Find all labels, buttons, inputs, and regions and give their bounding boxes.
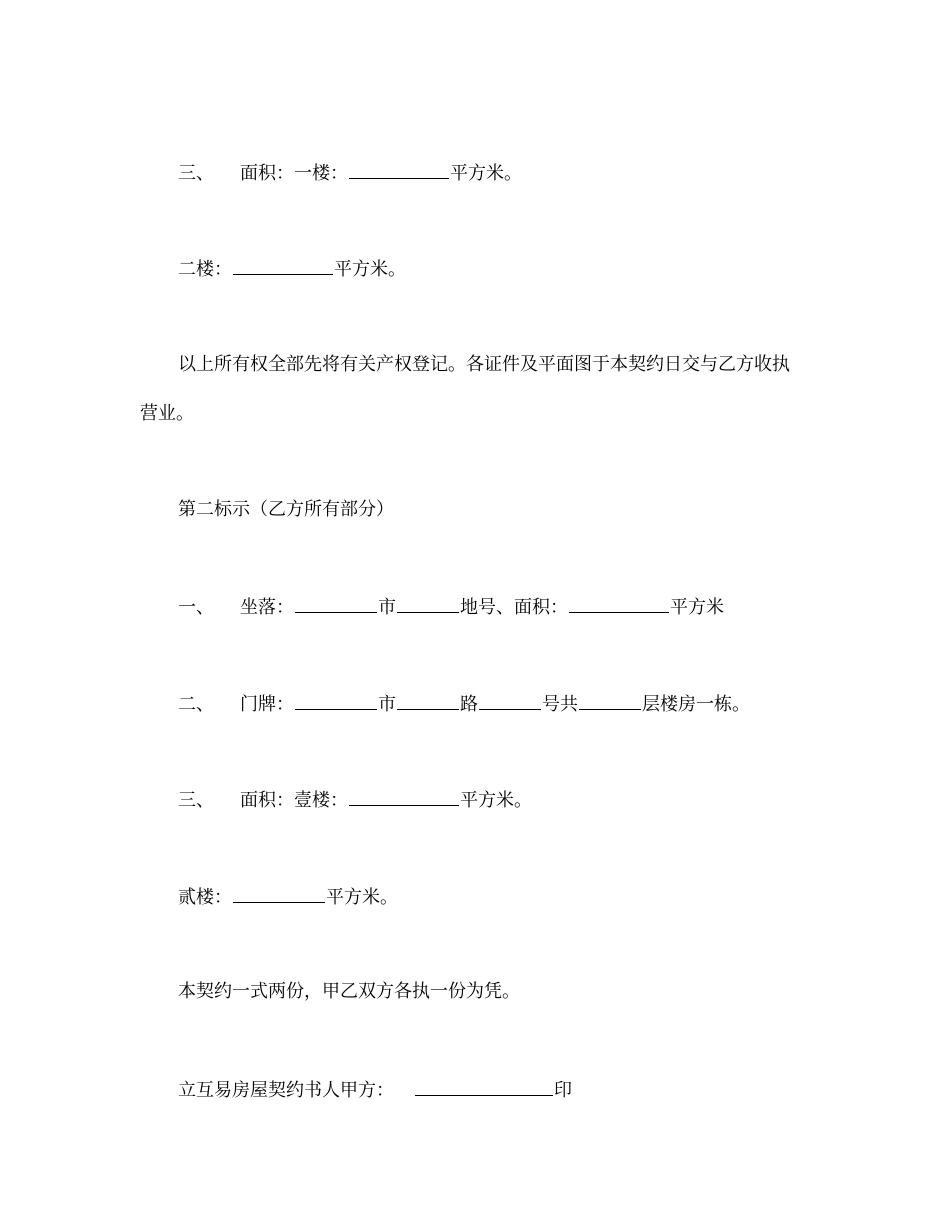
location-lot-blank[interactable] [397, 594, 459, 613]
doorplate-city-blank[interactable] [295, 691, 377, 710]
second-floor-area-blank-b[interactable] [233, 884, 325, 903]
second-floor-area-blank[interactable] [233, 256, 333, 275]
signatory-line [178, 1077, 572, 1103]
section-number: 二、 [178, 694, 214, 715]
seal-text: 印 [554, 1080, 572, 1101]
second-floor-label: 二楼： [178, 259, 232, 280]
city-text: 市 [378, 597, 396, 618]
area-unit: 平方米。 [450, 163, 522, 184]
area-unit: 平方米 [670, 597, 724, 618]
floors-text: 层楼房一栋。 [642, 694, 750, 715]
section-number: 三、 [178, 163, 214, 184]
doorplate-label: 门牌： [240, 694, 294, 715]
location-area-blank[interactable] [569, 594, 669, 613]
area-label: 面积：一楼： [240, 163, 348, 184]
second-floor-a [178, 256, 406, 282]
area-unit: 平方米。 [326, 887, 398, 908]
section-number: 一、 [178, 597, 214, 618]
area-label: 面积：壹楼： [240, 790, 348, 811]
paragraph-line-2: 营业。 [140, 403, 194, 424]
section-number: 三、 [178, 790, 214, 811]
area-unit: 平方米。 [460, 790, 532, 811]
second-floor-label: 贰楼： [178, 887, 232, 908]
signatory-label: 立互易房屋契约书人甲方： [178, 1080, 394, 1101]
doorplate-floors-blank[interactable] [579, 691, 641, 710]
second-floor-b [178, 884, 398, 910]
doorplate-number-blank[interactable] [479, 691, 541, 710]
lot-area-label: 地号、面积： [460, 597, 568, 618]
first-floor-area-blank[interactable] [349, 160, 449, 179]
area-unit: 平方米。 [334, 259, 406, 280]
signatory-name-blank[interactable] [415, 1077, 553, 1096]
area-section-b [178, 787, 532, 813]
city-text: 市 [378, 694, 396, 715]
location-city-blank[interactable] [295, 594, 377, 613]
first-floor-area-blank-b[interactable] [349, 787, 459, 806]
number-text: 号共 [542, 694, 578, 715]
location-line [178, 594, 724, 620]
paragraph-line-1: 以上所有权全部先将有关产权登记。各证件及平面图于本契约日交与乙方收执 [178, 354, 790, 375]
doorplate-line [178, 691, 750, 717]
section-heading: 第二标示（乙方所有部分） [178, 499, 394, 520]
copies-statement: 本契约一式两份，甲乙双方各执一份为凭。 [178, 981, 520, 1002]
road-text: 路 [460, 694, 478, 715]
location-label: 坐落： [240, 597, 294, 618]
doorplate-road-blank[interactable] [397, 691, 459, 710]
area-section-a [178, 160, 522, 186]
